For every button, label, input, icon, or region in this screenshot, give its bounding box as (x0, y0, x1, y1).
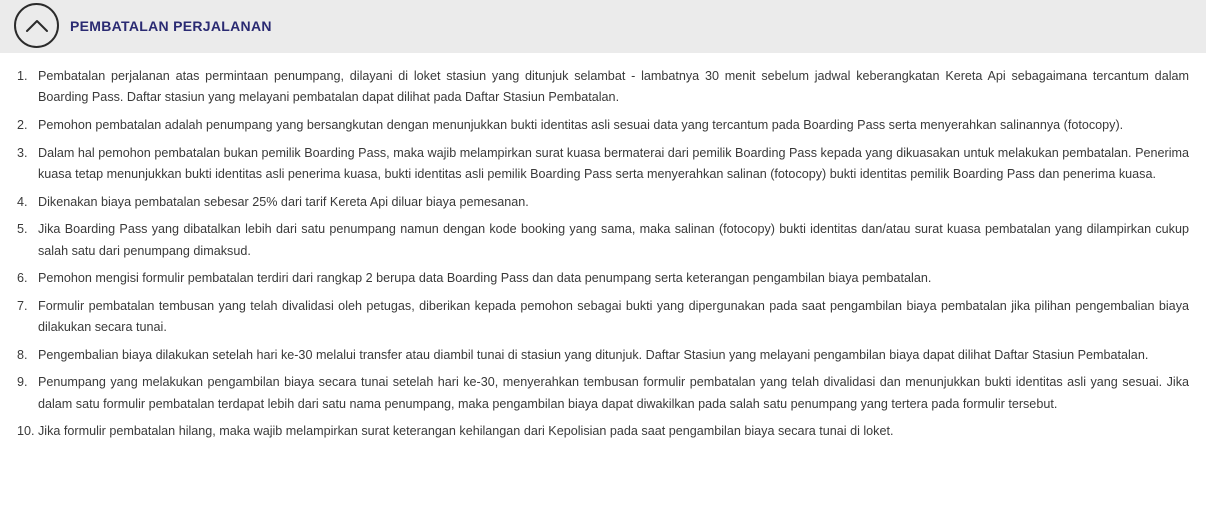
item-number: 1. (17, 69, 28, 83)
item-text: Pengembalian biaya dilakukan setelah hari ke-30 melalui transfer atau diambil tunai di stasiun yang ditunjuk. Daftar Stasiun yang melayani pengambilan biaya dapat dilihat Daftar Stasiun Pembatalan. (38, 347, 1149, 362)
item-text: Jika formulir pembatalan hilang, maka wajib melampirkan surat keterangan kehilangan dari Kepolisian pada saat pengambilan biaya secara tunai di loket. (38, 424, 894, 439)
accordion-title: PEMBATALAN PERJALANAN (70, 18, 272, 34)
item-text: Pembatalan perjalanan atas permintaan penumpang, dilayani di loket stasiun yang ditunjuk selambat - lambatnya 30 menit sebelum jadwal keberangkatan Kereta Api sebagaimana tercantum dalam Boarding Pass. Daftar stasiun yang melayani pembatalan dapat dilihat pada Daftar Stasiun Pembatalan. (38, 69, 1189, 105)
item-text: Dalam hal pemohon pembatalan bukan pemilik Boarding Pass, maka wajib melampirkan surat kuasa bermaterai dari pemilik Boarding Pass kepada yang dikuasakan untuk melakukan pembatalan. Penerima kuasa tetap menunjukkan bukti identitas asli penerima kuasa, bukti identitas asli pemilik Boarding Pass serta menyerahkan salinan (fotocopy) bukti identitas pemilik Boarding Pass dan penerima kuasa. (38, 145, 1189, 181)
item-number: 2. (17, 118, 28, 132)
list-item (17, 421, 1189, 442)
item-text: Penumpang yang melakukan pengambilan biaya secara tunai setelah hari ke-30, menyerahkan tembusan formulir pembatalan yang telah divalidasi dan menunjukkan bukti identitas asli yang sesuai. Jika dalam satu formulir pembatalan terdapat lebih dari satu nama penumpang, maka pengambilan biaya dapat diwakilkan pada salah satu penumpang yang tertera pada formulir tersebut. (38, 375, 1189, 411)
accordion-header[interactable] (0, 0, 1206, 53)
item-number: 7. (17, 298, 28, 313)
accordion-content (0, 53, 1206, 443)
list-item (17, 296, 1189, 339)
list-item (17, 268, 1189, 289)
item-number: 5. (17, 222, 28, 237)
item-number: 3. (17, 145, 28, 160)
collapse-toggle-button[interactable] (14, 3, 59, 48)
item-text: Dikenakan biaya pembatalan sebesar 25% dari tarif Kereta Api diluar biaya pemesanan. (38, 194, 529, 209)
list-item (17, 372, 1189, 415)
item-text: Formulir pembatalan tembusan yang telah divalidasi oleh petugas, diberikan kepada pemohon sebagai bukti yang dipergunakan pada saat pengambilan biaya pembatalan jika pilihan pengembalian biaya dilakukan secara tunai. (38, 298, 1189, 335)
list-item (17, 219, 1189, 262)
list-item (17, 143, 1189, 186)
item-number: 6. (17, 271, 28, 286)
cancellation-rules-list (17, 66, 1189, 443)
item-number: 9. (17, 375, 28, 390)
item-number: 10. (17, 424, 35, 439)
chevron-up-icon (25, 19, 49, 33)
item-text: Jika Boarding Pass yang dibatalkan lebih dari satu penumpang namun dengan kode booking yang sama, maka salinan (fotocopy) bukti identitas dan/atau surat kuasa pembatalan yang dilampirkan cukup salah satu dari penumpang dimaksud. (38, 222, 1189, 258)
list-item (17, 192, 1189, 213)
list-item (17, 115, 1189, 136)
item-number: 4. (17, 194, 28, 209)
list-item (17, 66, 1189, 109)
item-text: Pemohon mengisi formulir pembatalan terdiri dari rangkap 2 berupa data Boarding Pass dan data penumpang serta keterangan pengambilan biaya pembatalan. (38, 271, 932, 286)
item-text: Pemohon pembatalan adalah penumpang yang bersangkutan dengan menunjukkan bukti identitas asli sesuai data yang tercantum pada Boarding Pass serta menyerahkan salinannya (fotocopy). (38, 118, 1124, 132)
item-number: 8. (17, 347, 28, 362)
list-item (17, 345, 1189, 366)
